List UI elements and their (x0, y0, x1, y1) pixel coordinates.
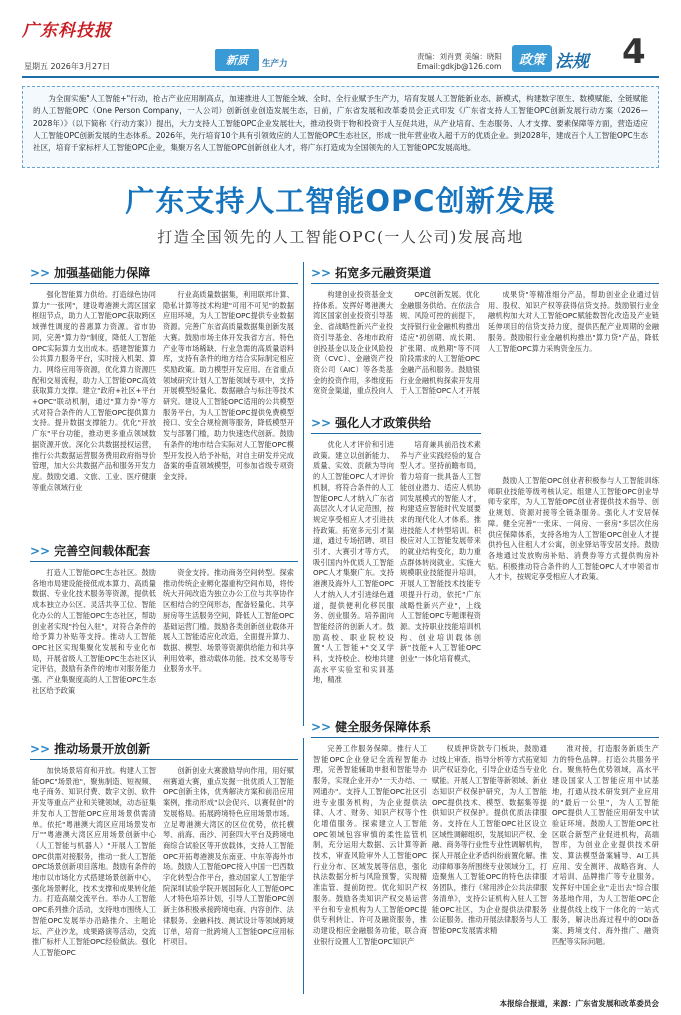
article-column: 准对接，打造服务新质生产力的特色品牌。打造公共服务平台。聚焦特色优势领域，高水平建设国家人工智能应用中试基地，打通从技术研发到产业应用的"最后一公里"，为人工智能OPC提供人工智能应用研发中试验证环境。鼓励人工智能OPC社区联合新型产业促进机构，高端智库，为创业企业提供技术研发、算法模型备案辅导、AI工具应用、安全测评、战略咨询、人才培训、品牌推广等专业服务。发挥好中国企业"走出去"综合服务基地作用，为人工智能OPC企业提供线上线下一体化的一站式服务，解决出海过程中的ODI备案、跨境支付、海外推广、融资匹配等实际问题。 (552, 744, 659, 946)
article-column: OPC创新发展。优化金融服务供给。在依法合规、风险可控的前提下，支持银行业金融机构推出适应"初创期、成长期、扩张期、成熟期"等不同阶段需求的人工智能OPC金融产品和服务。鼓励银行业金融机构探索开发用于人工智能OPC人才开展 (400, 290, 480, 396)
masthead (0, 0, 681, 76)
newspaper-logo: 广东科技报 (22, 21, 112, 41)
article-column: 加快场景培育和开放。构建人工智能OPC"场景池"，聚焦制造、短视频、电子商务、知识付费、数字文创、软件开发等重点产业和关键领域，动态征集并发布人工智能OPC应用场景供需清单。依托"粤港澳大湾区应用场景发布厅""粤港澳大湾区应用场景创新中心（人工智能与机器人）"开展人工智能OPC供需对接服务，推动一批人工智能OPC场景创新项目落地。鼓励有条件的地市以市场化方式搭建场景创新中心，强化场景孵化，技术支撑和成果转化能力。打造高端交流平台。举办人工智能OPC系列推介活动，支持地市围绕人工智能OPC发展举办沿路推介、主题论坛、产业沙龙，成果路演等活动，交流推广标杆人工智能OPC经验做法。强化人工智能OPC (32, 766, 156, 957)
column-divider-left (303, 262, 304, 726)
article-column: 权质押贷款专门板块，鼓励通过线上审查、指导分析等方式拓宽知识产权证券化，引导企业适当专业化赋能。开展人工智能等新领域、新业态知识产权保护研究，为人工智能OPC提供技术、模型、数据集等提供知识产权保护。提供优质法律服务。支持在人工智能OPC社区设立区域性调解组织，发展知识产权、金融、商务等行业性专业性调解机构，探人开展企业矛盾纠纷前置化解。推动律师事务所围绕专业领域分工，打造聚焦人工智能OPC的特色法律服务团队，推行《常用涉企公共法律服务清单》，支持公证机构入驻人工智能OPC社区，为企业提供法律服务公证服务。推动开展法律服务与人工智能OPC发展需求精 (432, 744, 547, 935)
editor-email: Email:gdkjb@126.com (417, 62, 502, 71)
section-header-services (311, 716, 659, 738)
section-header-infrastructure (30, 262, 298, 284)
section-title: 完善空间载体配套 (54, 544, 151, 558)
masthead-rule (22, 76, 659, 78)
section-stamp: 政策 (512, 45, 552, 72)
edition-stamp: 新质 (215, 49, 259, 71)
source-credit: 本报综合报道，来源：广东省发展和改革委员会 (499, 999, 659, 1008)
section-title: 推动场景开放创新 (54, 742, 151, 756)
article-column: 培育兼具前沿技术素养与产业实践经验的复合型人才。坚持前瞻布局，着力培育一批具备人工智能创业潜力、适应人机协同发展模式的智能人才，构建适应智能时代发展要求的现代化人才体系。推进技能人才转型培训。积极应对人工智能发展带来的就业结构变化，助力重点群体转岗就业。实施大规模职业技能提升培训，开展人工智能技术技能专项提升行动，依托"广东战略性新兴产业"，上线人工智能OPC专题课程资源。支持职业技能培训机构、创业培训载体创新"技能+人工智能OPC创业"一体化培育模式， (400, 440, 481, 664)
section-header-scenarios (30, 738, 298, 760)
subheadline: 打造全国领先的人工智能OPC(一人公司)发展高地 (157, 228, 524, 246)
article-column: 完善工作服务保障。推行人工智能OPC企业登记全流程智能办理，完善智能辅助申报和智能导办服务，实现企业开办"一天办结、一网通办"。支持人工智能OPC社区引进专业服务机构，为企业提供法律、人才、财务、知识产权等个性化增值服务。探索建立人工智能OPC领域包容审慎的柔性监管机制，充分运用大数据、云计算等新技术，审查风险审外人工智能OPC行业分布、区域发展等信息，强化执法数据分析与风险预警，实现精准监管、提前防控。优化知识产权服务。鼓励各类知识产权交易运营平台和专业机构为人工智能OPC提供专利转让、许可及融资服务，推动建设相应金融服务功能，联合商业银行设置人工智能OPC知识产 (313, 744, 427, 946)
article-column: 资金支持。推动商务空间转型。探索推动传统企业孵化器重构空间布局，将传统大开间改造为独立办公工位与共享协作区相结合的空间形态，配备轻量化、共享厨房等生活服务空间，降低人工智能OPC基础运营门槛。鼓励各类创新创业载体开展人工智能适应化改造，全面提升算力、数据、模型、场景等资源供给能力和共享利用效率，推动载体功能、技术交易等专业服务水平。 (163, 568, 294, 674)
section-title: 强化人才政策供给 (335, 416, 432, 430)
section-title: 拓宽多元融资渠道 (335, 266, 432, 280)
column-divider-bottom (303, 738, 304, 994)
section-title: 健全服务保障体系 (335, 720, 432, 734)
chevron-icon: >> (311, 415, 332, 430)
lead-text: 为全面实施"人工智能+"行动，抢占产业应用制高点，加速推进人工智能全域、全时、全行业赋予生产力，培育发展人工智能新业态、新模式，构建数字原生、数模赋能、全链赋能的人工智能OPC（One Person Company，一人公司）创新创业创造发展生态，日前，广东省发展和改革委员会正式印发《广东省支持人工智能OPC创新发展行动方案（2026—2028年）》（以下简称《行动方案》）提出，大力支持人工智能OPC企业发展壮大，推动投资于物和投资于人互促共进，从产业培育、生态服务、人才支撑、要素保障等方面，营造适应人工智能OPC创新发展的生态体系。2026年，先行培育10个具有引领效应的人工智能OPC生态社区，形成一批年营业收入超千万的优质企业。到2028年，建成百个人工智能OPC生态社区，培育千家标杆人工智能OPC企业，集聚万名人工智能OPC创新创业人才，将广东打造成为全国领先的人工智能OPC发展高地。 (33, 94, 648, 153)
chevron-icon: >> (30, 265, 51, 280)
chevron-icon: >> (30, 543, 51, 558)
issue-date: 星期五 2026年3月27日 (24, 62, 111, 71)
section-header-talent (311, 412, 481, 434)
chevron-icon: >> (30, 741, 51, 756)
headline: 广东支持人工智能OPC创新发展 (125, 184, 556, 218)
section-name: 法规 (555, 52, 589, 72)
section-header-financing (311, 262, 659, 284)
editor-credit: 责编：刘肖贾 美编：晓阳 (417, 52, 502, 61)
article-column: 鼓励人工智能OPC创业者积极参与人工智能训练师职业技能等级考核认定。组建人工智能OPC创业导师专家库，为人工智能OPC创业者提供技术指导、创业规划、资源对接等全链条服务。强化人才安居保障。健全完善"一张床、一间房、一套房"多层次住房供应保障体系，支持各地为人工智能OPC创业人才提供拎包入住租人才公寓，创业驿站等安居支持。鼓励各地通过发放购房补贴、消费券等方式提供购房补贴。积极推动符合条件的人工智能OPC人才申领省市人才卡，按规定享受相应人才政策。 (488, 476, 659, 582)
article-column: 打造人工智能OPC生态社区。鼓励各地市局建设能接低成本算力、高质量数据、专业化技术服务等资源，提供低成本独立办公区、灵活共享工位、智能化办公的人工智能OPC生态社区，帮助创业者实现"拎包入驻"，对符合条件的给予算力补贴等支持。推动人工智能OPC社区实现集聚化发展和专业化布局，开展省级人工智能OPC生态社区认定评估，鼓励有条件的地市对服务能力强、产业集聚度高的人工智能OPC生态社区给予政策 (32, 568, 156, 695)
article-column: 行业高质量数据集，利用联邦计算、隐私计算等技术构建"可用不可见"的数据应用环境，为人工智能OPC提供专业数据资源。完善广东省高质量数据集创新发展大赛。鼓励市场主体开发我省方言、特色产业等市场稀缺、行业急需的高质量语料库，支持有条件的地方结合实际制定相应奖励政策。助力模型开发应用。在省重点领域研究计划人工智能领域专项中，支持开展模型轻量化、数据融合与标注等技术研究。建设人工智能OPC适用的公共模型服务平台，为人工智能OPC提供免费模型接口、安全合规检测等服务，降低模型开发与部署门槛，助力快速迭代创新。鼓励有条件的地市结合实际对人工智能OPC模型开发投入给予补贴，对自主研发并完成备案的垂直领域模型，可参加省级专项资金支持。 (163, 290, 294, 481)
section-header-space (30, 540, 298, 562)
chevron-icon: >> (311, 719, 332, 734)
article-column: 成果贷"等精准细分产品，帮助创业企业通过信用、股权、知识产权等获得信贷支持。鼓励银行业金融机构加大对人工智能OPC赋能数智化改造及产业链延伸项目的信贷支持力度，提供匹配产业周期的金融服务。鼓励银行业金融机构推出"算力贷"产品，降低人工智能OPC算力采购资金压力。 (488, 290, 659, 353)
article-column: 强化智能算力供给。打造绿色协同算力"一张网"，建设粤港澳大湾区国家枢纽节点，助力人工智能OPC获取跨区域弹性调度的普惠算力资源。省市协同，完善"算力券"制度，降低人工智能OPC实际算力支出成本。搭建智能算力公共算力服务平台，实时接入机架、算力、网络应用等资源，优化算力资源匹配和交易流程，助力人工智能OPC高效获取算力支撑。建立"政府+社区+平台+OPC"联动机制，通过"算力券"等方式对符合条件的人工智能OPC提供算力支持。提升数据支撑能力。优化"开放广东"平台功能，推动更多重点领域数据资源开放。深化公共数据授权运营，推行公共数据运营服务费用政府指导价管理，加大公共数据产品和服务开发力度。鼓励交通、文旅、工业、医疗健康等重点领域行业 (32, 290, 156, 492)
edition-label: 生产力 (262, 59, 288, 69)
article-column: 创新创业大赛激励导向作用，用好赋州赛道大赛，重点发掘一批优质人工智能OPC创新主体，优秀解决方案和前沿应用案例，推动形成"以会促兴、以赛促创"的发展格局。拓展跨境特色应用场景市场。立足粤港澳大湾区的区位优势，依托横琴、前海、南沙、河套四大平台及跨境电商综合试验区等开放载体，支持人工智能OPC开拓粤港澳及东南亚、中东等海外市场。鼓励人工智能OPC接入中国一巴西数字化转型合作平台，推动国家人工智能学院深圳试验学院开展国际化人工智能OPC人才特色培养计划，引导人工智能OPC创新主体积极承接跨境电商、内容创作、法律服务、金融科技、测试设计等领域跨境订单，培育一批跨境人工智能OPC应用标杆项目。 (163, 766, 294, 947)
lead-box (22, 86, 659, 168)
chevron-icon: >> (311, 265, 332, 280)
page-number: 4 (622, 32, 646, 72)
article-column: 优化人才评价和引进政策。建立以创新能力、质量、实效、贡献为导向的人工智能OPC人才评价机制，将符合条件的人工智能OPC人才纳入广东省高层次人才认定范围，按规定享受相应人才引进扶持政策。拓宽多元引才渠道，通过专场招聘、项目引才、大赛引才等方式，吸引国内外优质人工智能OPC人才集聚广东。支持港澳及海外人工智能OPC人才纳入人才引进绿色通道，提供便利化移民服务、创业服务。培养面向智能经济的创新人才。鼓励高校、职业院校设置"人工智能+"交叉学科，支持校企、校地共建高水平实验室和实训基地，精准 (313, 440, 394, 685)
article-column: 构建创业投资基金支持体系。发挥好粤港澳大湾区国家创业投资引导基金、省战略性新兴产业投资引导基金、各地市政府创投基金以及企业风险投资（CVC）、金融资产投资公司（AIC）等各类基金的投资作用，多维度拓宽资金渠道，重点投向人 (313, 290, 393, 396)
section-title: 加强基础能力保障 (54, 266, 151, 280)
